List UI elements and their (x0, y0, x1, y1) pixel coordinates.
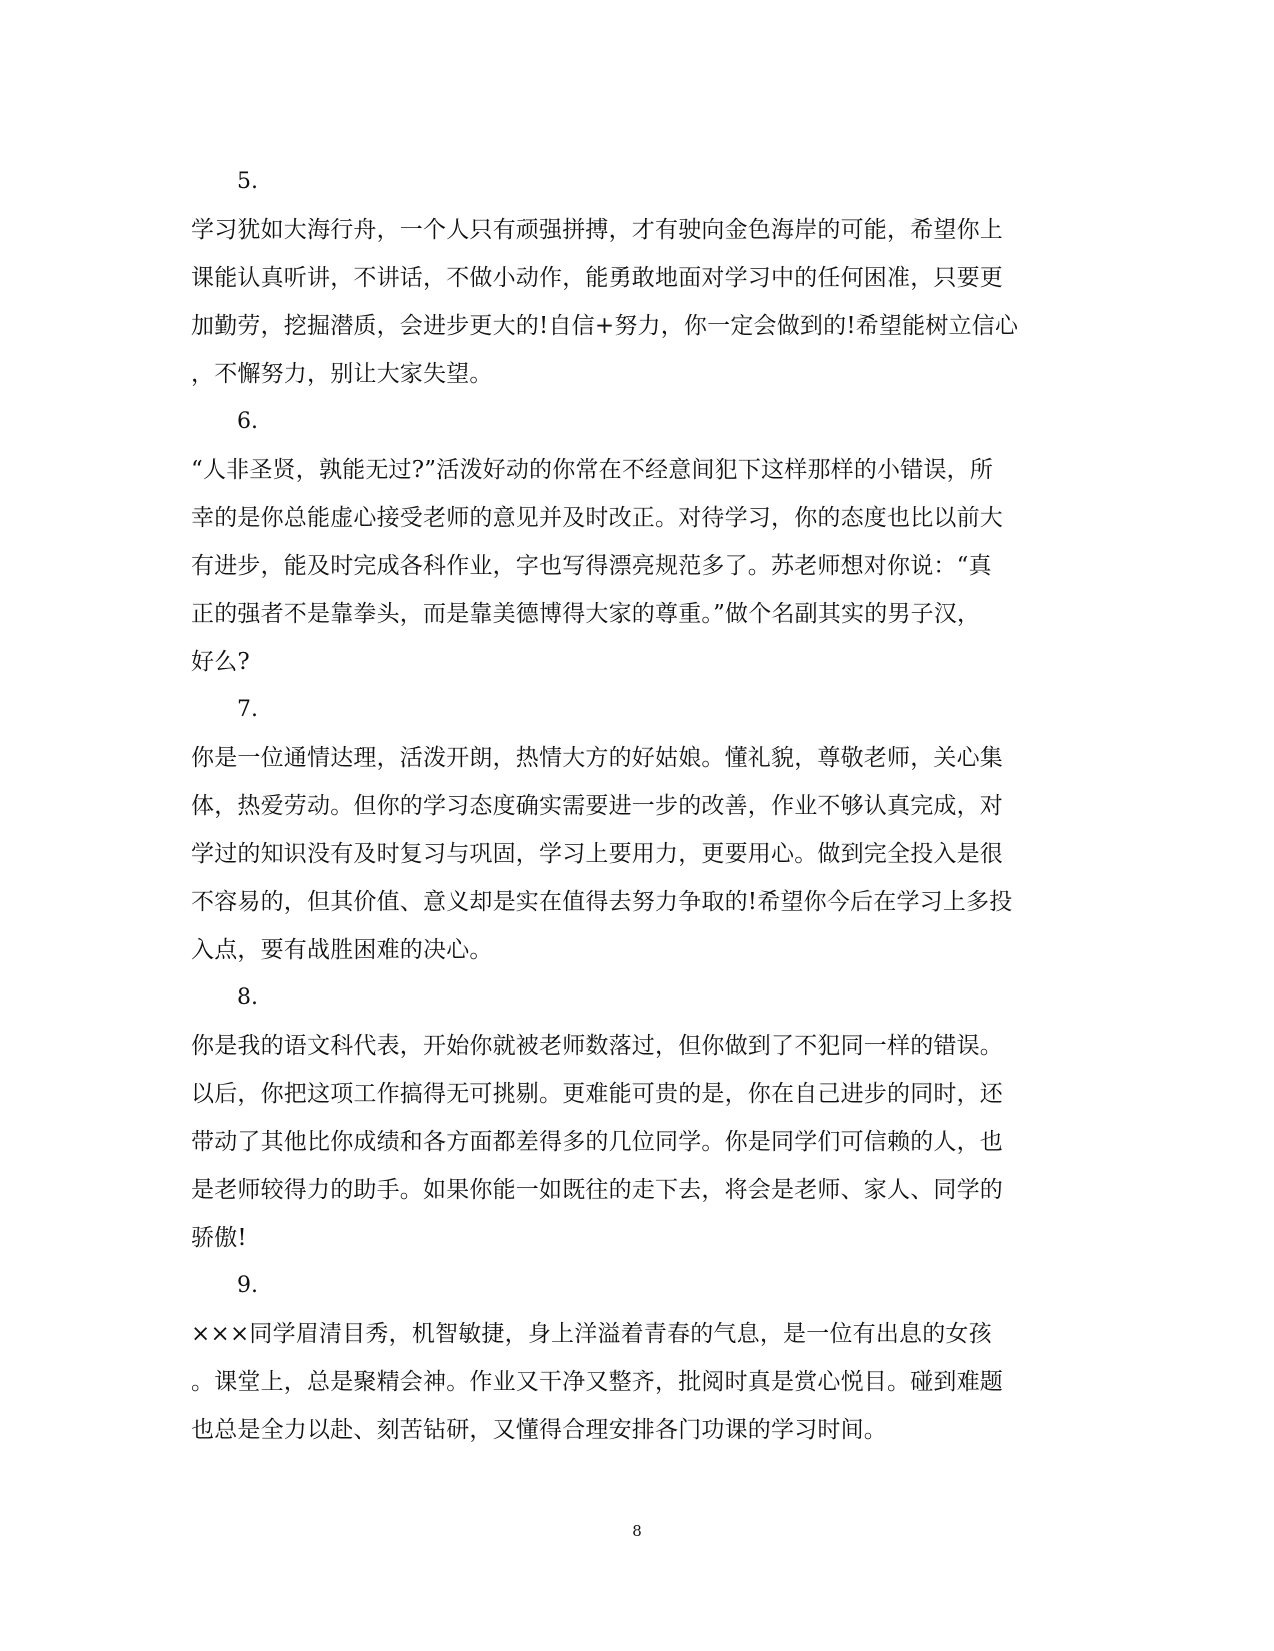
entry-number: 9. (237, 1273, 258, 1298)
entry-text-line: 是老师较得力的助手。如果你能一如既往的走下去，将会是老师、家人、同学的 (191, 1177, 1003, 1203)
entry-text-line: ，不懈努力，别让大家失望。 (191, 361, 493, 387)
entry-number: 7. (237, 697, 258, 722)
entry-text-line: 骄傲! (191, 1225, 247, 1251)
entry-number: 5. (237, 169, 258, 194)
entry-text-line: 学习犹如大海行舟，一个人只有顽强拼搏，才有驶向金色海岸的可能，希望你上 (191, 217, 1003, 243)
entry-text-line: 好么? (191, 649, 250, 675)
entry-text-line: 。课堂上，总是聚精会神。作业又干净又整齐，批阅时真是赏心悦目。碰到难题 (191, 1369, 1003, 1395)
entry-7 (191, 686, 1083, 974)
document-body (191, 158, 1083, 1454)
entry-text-line: “人非圣贤，孰能无过?”活泼好动的你常在不经意间犯下这样那样的小错误，所 (191, 457, 994, 483)
entry-text-line: 正的强者不是靠拳头，而是靠美德博得大家的尊重。”做个名副其实的男子汉， (191, 601, 981, 627)
entry-text-line: 入点，要有战胜困难的决心。 (191, 937, 493, 963)
entry-text-line: 以后，你把这项工作搞得无可挑剔。更难能可贵的是，你在自己进步的同时，还 (191, 1081, 1003, 1107)
entry-number: 8. (237, 985, 258, 1010)
entry-5 (191, 158, 1083, 398)
entry-9 (191, 1262, 1083, 1454)
entry-text-line: 加勤劳，挖掘潜质，会进步更大的!自信+努力，你一定会做到的!希望能树立信心 (191, 313, 1019, 339)
entry-text-line: 不容易的，但其价值、意义却是实在值得去努力争取的!希望你今后在学习上多投 (191, 889, 1013, 915)
entry-6 (191, 398, 1083, 686)
page-number: 8 (632, 1522, 642, 1540)
entry-text-line: 有进步，能及时完成各科作业，字也写得漂亮规范多了。苏老师想对你说：“真 (191, 553, 992, 579)
entry-text-line: 你是我的语文科代表，开始你就被老师数落过，但你做到了不犯同一样的错误。 (191, 1033, 1003, 1059)
entry-text-line: 你是一位通情达理，活泼开朗，热情大方的好姑娘。懂礼貌，尊敬老师，关心集 (191, 745, 1003, 771)
entry-text-line: ×××同学眉清目秀，机智敏捷，身上洋溢着青春的气息，是一位有出息的女孩 (191, 1321, 992, 1347)
entry-8 (191, 974, 1083, 1262)
entry-text-line: 体，热爱劳动。但你的学习态度确实需要进一步的改善，作业不够认真完成，对 (191, 793, 1003, 819)
entry-text-line: 课能认真听讲，不讲话，不做小动作，能勇敢地面对学习中的任何困准，只要更 (191, 265, 1003, 291)
entry-text-line: 带动了其他比你成绩和各方面都差得多的几位同学。你是同学们可信赖的人，也 (191, 1129, 1003, 1155)
entry-text-line: 学过的知识没有及时复习与巩固，学习上要用力，更要用心。做到完全投入是很 (191, 841, 1003, 867)
entry-number: 6. (237, 409, 258, 434)
entry-text-line: 幸的是你总能虚心接受老师的意见并及时改正。对待学习，你的态度也比以前大 (191, 505, 1003, 531)
entry-text-line: 也总是全力以赴、刻苦钻研，又懂得合理安排各门功课的学习时间。 (191, 1417, 887, 1443)
